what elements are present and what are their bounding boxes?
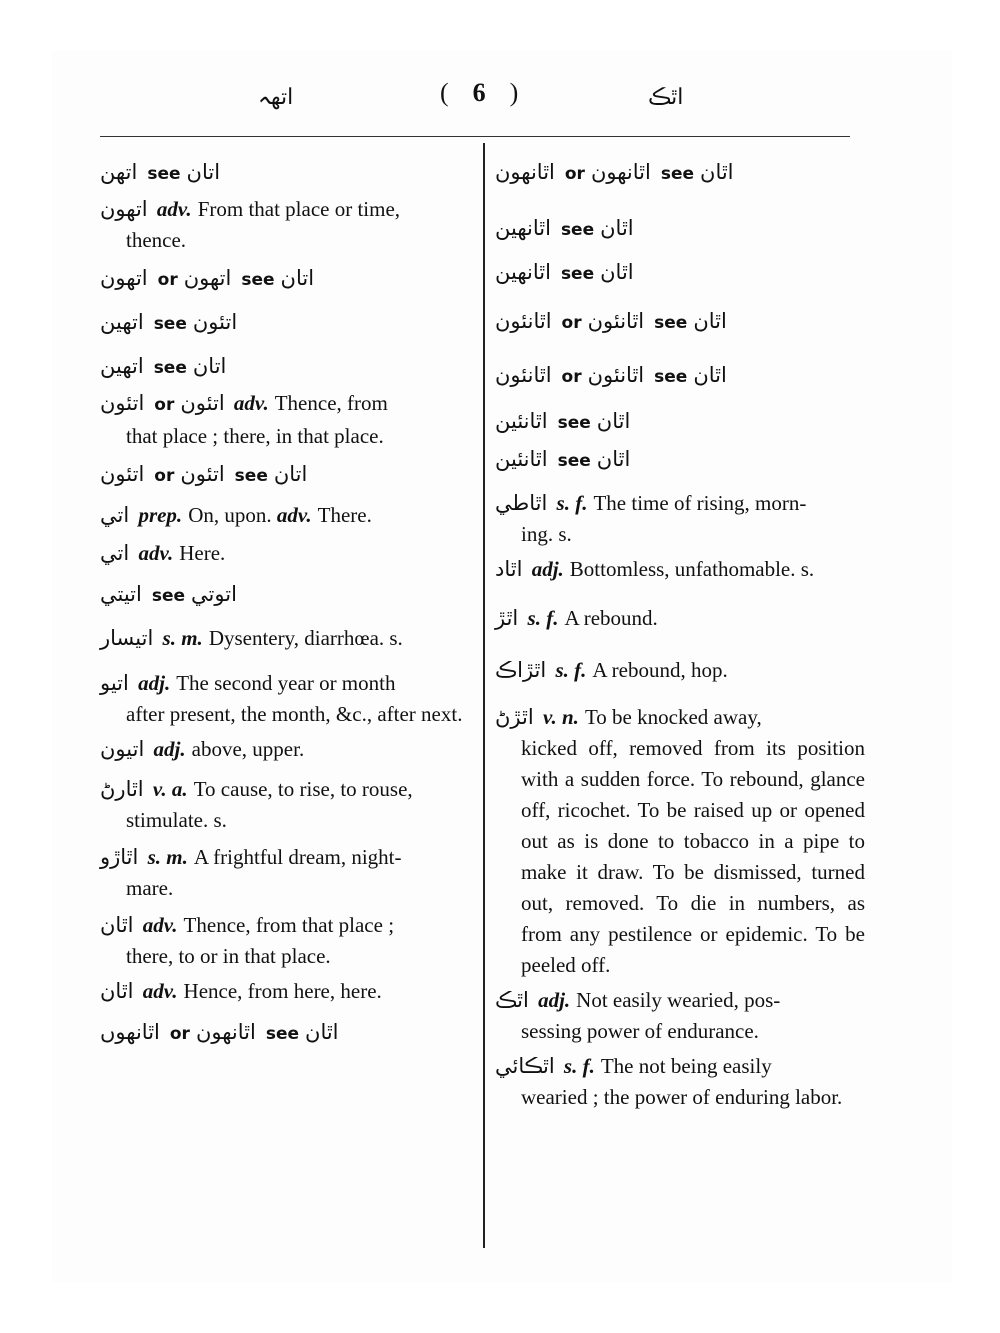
or-ref: or — [564, 164, 585, 184]
definition: To be knocked away, — [584, 705, 762, 729]
see-ref: see — [234, 466, 268, 486]
entry — [100, 730, 470, 768]
definition: The second year or month — [176, 671, 396, 695]
entry — [100, 256, 470, 300]
or-ref: or — [169, 1024, 190, 1044]
page-number-value: 6 — [472, 78, 488, 107]
part-of-speech: s. f. — [563, 1054, 595, 1078]
headword: اٿاڙو — [100, 845, 139, 869]
part-of-speech: prep. — [138, 503, 183, 527]
headword: اٿانهين — [495, 260, 551, 284]
definition-continued: ing. s. — [521, 522, 572, 546]
see-ref: see — [660, 164, 695, 184]
or-ref: or — [157, 270, 178, 290]
definition-continued: kicked off, removed from its position with a sudden force. To rebound, glance off, ricochet. To be raised up or opened out as is done to tobacco in a pipe to make it draw. To be dismissed, turned out, removed. To die in numbers, as from any pestilence or epidemic. To be peeled off. — [521, 736, 865, 977]
entry — [100, 1010, 470, 1054]
see-ref: see — [265, 1024, 300, 1044]
headword: اٿڙڻ — [495, 705, 534, 729]
entry — [100, 842, 470, 904]
definition: A rebound. — [564, 606, 658, 630]
entry — [495, 294, 865, 348]
running-head-left-word: اتهہ — [258, 84, 294, 109]
entry — [495, 402, 865, 440]
entry — [100, 150, 470, 194]
target-word: اتان — [273, 462, 308, 486]
entry — [495, 550, 865, 588]
headword: اٿڙاڪ — [495, 658, 547, 682]
alt-word: اٿانهون — [195, 1020, 256, 1044]
headword: اتئون — [100, 462, 145, 486]
target-word: اتوتي — [191, 582, 237, 606]
part-of-speech: adj. — [538, 988, 571, 1012]
entry — [100, 910, 470, 972]
headword: اٿانئون — [495, 363, 552, 387]
see-ref: see — [557, 413, 591, 433]
headword: اٿاد — [495, 557, 523, 581]
open-paren: ( — [440, 78, 451, 107]
definition: A rebound, hop. — [592, 658, 728, 682]
alt-word: اتهون — [183, 266, 232, 290]
entry — [100, 668, 470, 730]
headword: اتئون — [100, 391, 145, 415]
definition: The time of rising, morn- — [593, 491, 807, 515]
definition: Not easily wearied, pos- — [576, 988, 781, 1012]
target-word: اٿان — [693, 363, 727, 387]
see-ref: see — [560, 220, 595, 240]
entry — [100, 496, 470, 534]
headword: اتيو — [100, 671, 129, 695]
entry — [100, 344, 470, 388]
headword: اتهن — [100, 160, 138, 184]
or-ref: or — [561, 313, 582, 333]
part-of-speech: adj. — [531, 557, 564, 581]
entry — [495, 150, 865, 206]
entry — [100, 774, 470, 836]
definition: From that place or time, — [197, 197, 401, 221]
header-rule — [100, 136, 850, 137]
headword: اٿڪائي — [495, 1054, 555, 1078]
part-of-speech-2: adv. — [276, 503, 312, 527]
entry — [495, 640, 865, 692]
alt-word: اٿانهون — [590, 160, 651, 184]
headword: اتهين — [100, 310, 144, 334]
entry — [495, 1051, 865, 1113]
entry — [495, 588, 865, 640]
part-of-speech: s. f. — [527, 606, 559, 630]
entry — [495, 250, 865, 294]
headword: اٿانهين — [495, 216, 551, 240]
see-ref: see — [151, 586, 186, 606]
definition: On, upon. — [188, 503, 272, 527]
left-column — [100, 150, 470, 1054]
entry — [100, 452, 470, 496]
entry — [495, 985, 865, 1047]
entry — [100, 300, 470, 344]
definition-continued: wearied ; the power of enduring labor. — [521, 1085, 843, 1109]
definition: Hence, from here, here. — [183, 979, 382, 1003]
alt-word: اتئون — [180, 391, 225, 415]
entry — [495, 702, 865, 981]
see-ref: see — [147, 164, 181, 184]
headword: اتهون — [100, 266, 148, 290]
definition-continued: that place ; there, in that place. — [126, 424, 384, 448]
part-of-speech: s. f. — [555, 658, 587, 682]
target-word: اتئون — [192, 310, 238, 334]
part-of-speech: adj. — [153, 737, 186, 761]
page-number — [440, 78, 520, 108]
entry — [100, 616, 470, 660]
part-of-speech: adv. — [142, 913, 178, 937]
definition: To cause, to rise, to rouse, — [193, 777, 413, 801]
alt-word: اٿانئون — [587, 363, 645, 387]
entry — [100, 972, 470, 1010]
entry — [495, 348, 865, 402]
part-of-speech: adv. — [156, 197, 192, 221]
entry — [495, 206, 865, 250]
definition-continued: there, to or in that place. — [126, 944, 331, 968]
entry — [495, 488, 865, 550]
definition: Thence, from — [274, 391, 388, 415]
headword: اتهين — [100, 354, 144, 378]
alt-word: اٿانئون — [587, 309, 645, 333]
part-of-speech: v. n. — [542, 705, 579, 729]
part-of-speech: adv. — [142, 979, 178, 1003]
column-divider — [483, 143, 485, 1248]
headword: اٿانئين — [495, 447, 548, 471]
entry — [100, 388, 470, 452]
close-paren: ) — [509, 78, 521, 107]
headword: اٿارڻ — [100, 777, 144, 801]
or-ref: or — [154, 395, 175, 415]
definition: Thence, from that place ; — [183, 913, 395, 937]
headword: اٿانهوں — [100, 1020, 160, 1044]
headword: اٿان — [100, 913, 134, 937]
see-ref: see — [241, 270, 275, 290]
part-of-speech: s. f. — [556, 491, 588, 515]
part-of-speech: v. a. — [152, 777, 188, 801]
definition: The not being easily — [600, 1054, 772, 1078]
right-column — [495, 150, 865, 1113]
target-word: اٿان — [693, 309, 727, 333]
see-ref: see — [557, 451, 591, 471]
definition-continued: mare. — [126, 876, 174, 900]
part-of-speech: adv. — [138, 541, 174, 565]
definition-continued: thence. — [126, 228, 187, 252]
alt-word: اتئون — [180, 462, 225, 486]
part-of-speech: adj. — [138, 671, 171, 695]
target-word: اتان — [192, 354, 227, 378]
definition: Here. — [179, 541, 226, 565]
headword: اتهون — [100, 197, 148, 221]
see-ref: see — [153, 358, 187, 378]
target-word: اٿان — [600, 260, 634, 284]
see-ref: see — [654, 313, 688, 333]
target-word: اٿان — [596, 409, 631, 433]
or-ref: or — [154, 466, 175, 486]
headword: اٿڙ — [495, 606, 519, 630]
headword: اتيون — [100, 737, 145, 761]
headword: اتي — [100, 541, 130, 565]
definition-continued: stimulate. s. — [126, 808, 227, 832]
headword: اٿاطي — [495, 491, 548, 515]
part-of-speech: adv. — [233, 391, 269, 415]
target-word: اتان — [186, 160, 221, 184]
running-head-right-word: اٿڪ — [648, 84, 684, 109]
entry — [100, 194, 470, 256]
definition: Dysentery, diarrhœa. s. — [208, 626, 403, 650]
headword: اتيتي — [100, 582, 142, 606]
or-ref: or — [561, 367, 582, 387]
target-word: اٿان — [700, 160, 734, 184]
definition-continued: after present, the month, &c., after next. — [126, 702, 463, 726]
target-word: اٿان — [596, 447, 631, 471]
definition: above, upper. — [191, 737, 305, 761]
target-word: اتان — [280, 266, 315, 290]
headword: اتيسار — [100, 626, 154, 650]
headword: اتي — [100, 503, 130, 527]
headword: اٿڪ — [495, 988, 529, 1012]
part-of-speech: s. m. — [147, 845, 188, 869]
headword: اٿانئين — [495, 409, 548, 433]
definition: Bottomless, unfathomable. s. — [569, 557, 815, 581]
headword: اٿانئون — [495, 309, 552, 333]
headword: اٿان — [100, 979, 134, 1003]
running-head — [0, 78, 1000, 118]
see-ref: see — [560, 264, 595, 284]
entry — [100, 534, 470, 572]
target-word: اٿان — [600, 216, 634, 240]
definition-2: There. — [317, 503, 372, 527]
definition-continued: sessing power of endurance. — [521, 1019, 759, 1043]
target-word: اٿان — [305, 1020, 339, 1044]
definition: A frightful dream, night- — [193, 845, 402, 869]
see-ref: see — [153, 314, 187, 334]
headword: اٿانهون — [495, 160, 555, 184]
entry — [100, 572, 470, 616]
entry — [495, 440, 865, 478]
part-of-speech: s. m. — [162, 626, 203, 650]
see-ref: see — [654, 367, 688, 387]
